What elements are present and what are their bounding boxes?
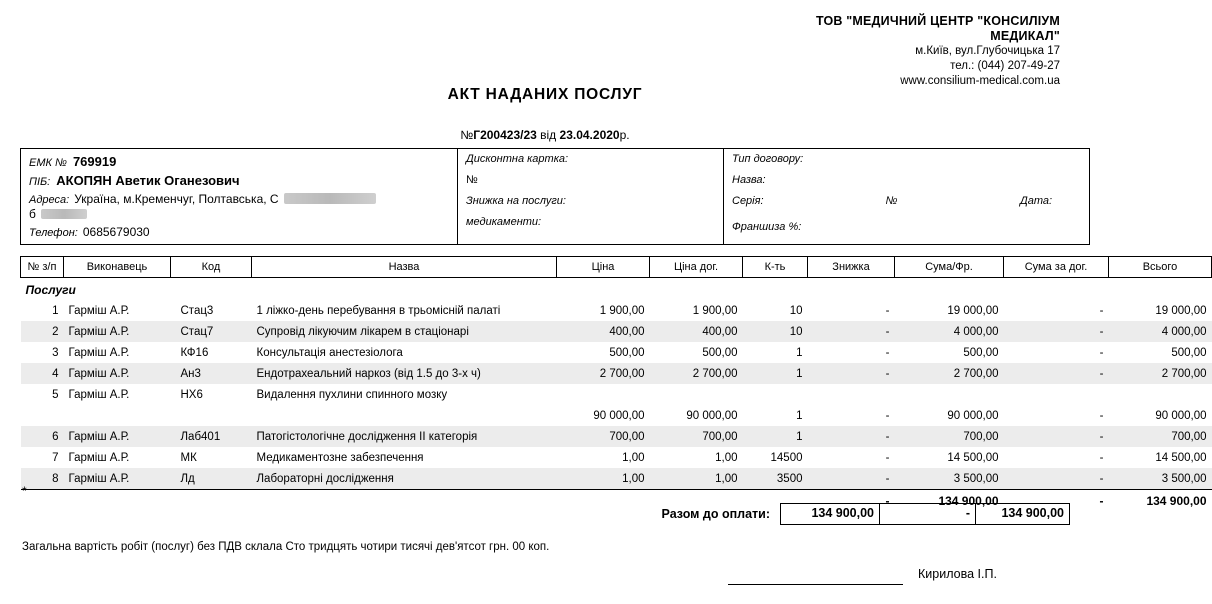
redaction-block [284, 193, 376, 204]
cell-executor: Гарміш А.Р. [68, 304, 130, 317]
col-sum-fr: Сума/Фр. [895, 257, 1004, 278]
cell-sum-fr: 700,00 [895, 426, 1004, 447]
patient-phone-row [29, 225, 449, 239]
table-header-row [21, 257, 1212, 278]
company-address: м.Київ, вул.Глубочицька 17 [915, 45, 1060, 57]
cell-discount: - [808, 363, 895, 384]
table-row [21, 300, 1212, 321]
cell-sum-dog: - [1004, 321, 1109, 342]
cell-price-dog: 1,00 [715, 451, 738, 464]
cell-discount: - [885, 346, 890, 359]
company-phone: тел.: (044) 207-49-27 [950, 60, 1060, 72]
cell-name: Ендотрахеальний наркоз (від 1.5 до 3-х ч) [252, 363, 557, 384]
cell-num: 7 [52, 451, 59, 464]
cell-name: 1 ліжко-день перебування в трьомісній палаті [256, 304, 501, 317]
contract-date-label: Дата: [1019, 195, 1053, 207]
col-executor: Виконавець [64, 257, 171, 278]
discount-number-value [478, 174, 715, 191]
discount-services-value [566, 195, 715, 212]
cell-sum-dog: - [1004, 426, 1109, 447]
cell-price: 500,00 [609, 346, 645, 359]
cell-total: 90 000,00 [1155, 409, 1207, 422]
cell-executor: Гарміш А.Р. [64, 363, 171, 384]
contract-franchise-value [801, 221, 1081, 238]
cell-name: Видалення пухлини спинного мозку [256, 388, 448, 401]
group-row-services [21, 278, 1212, 301]
cell-price: 1 900,00 [599, 304, 645, 317]
discount-meds-label: медикаменти: [466, 216, 542, 228]
total-in-words: Загальна вартість робіт (послуг) без ПДВ склала Сто тридцять чотири тисячі дев'ятсот грн. 00 коп. [22, 541, 550, 553]
cell-sum-dog: - [1099, 409, 1104, 422]
cell-sum-fr [895, 384, 1004, 405]
cell-executor [64, 405, 171, 426]
payment-row [20, 503, 1070, 525]
cell-sum-fr: 500,00 [963, 346, 999, 359]
cell-code [171, 405, 252, 426]
discount-services-row [458, 191, 723, 212]
cell-num: 3 [52, 346, 59, 359]
cell-sum-dog: - [1099, 451, 1104, 464]
cell-total: 4 000,00 [1109, 321, 1212, 342]
discount-services-label: Знижка на послуги: [466, 195, 566, 207]
cell-code: Лаб401 [171, 426, 252, 447]
cell-total [1109, 384, 1212, 405]
cell-executor: Гарміш А.Р. [64, 426, 171, 447]
discount-meds-value [541, 216, 715, 233]
contract-type-row [724, 149, 1089, 170]
cell-discount: - [808, 321, 895, 342]
cell-discount: - [808, 468, 895, 490]
cell-qty: 10 [789, 304, 803, 317]
totals-sum-fr: 134 900,00 [895, 490, 1004, 512]
cell-num: 5 [52, 388, 59, 401]
cell-price-dog: 500,00 [702, 346, 738, 359]
patient-name: АКОПЯН Аветик Оганезович [56, 173, 240, 188]
company-header [560, 14, 1060, 89]
cell-code: Стац7 [171, 321, 252, 342]
contract-series-label: Серія: [732, 195, 764, 207]
company-name-line2: МЕДИКАЛ" [990, 29, 1060, 43]
cell-code: КФ16 [180, 346, 209, 359]
table-row [21, 321, 1212, 342]
discount-card-label: Дисконтна картка: [466, 153, 569, 165]
patient-name-row [29, 173, 449, 188]
cell-price: 90 000,00 [593, 409, 645, 422]
cell-num: 4 [21, 363, 64, 384]
patient-address-line2: б [29, 207, 36, 221]
cell-qty: 1 [796, 409, 803, 422]
cell-sum-fr: 19 000,00 [947, 304, 999, 317]
patient-address-row [29, 192, 449, 206]
discount-card-row [458, 149, 723, 170]
cell-code: МК [180, 451, 197, 464]
cell-price: 1,00 [557, 468, 650, 490]
services-table [20, 256, 1212, 511]
cell-qty: 1 [743, 363, 808, 384]
col-total: Всього [1109, 257, 1212, 278]
company-name-line1: ТОВ "МЕДИЧНИЙ ЦЕНТР "КОНСИЛІУМ [815, 14, 1060, 28]
cell-price-dog: 90 000,00 [686, 409, 738, 422]
page-title: АКТ НАДАНИХ ПОСЛУГ [447, 86, 643, 103]
cell-discount [808, 384, 895, 405]
discount-number-row [458, 170, 723, 191]
cell-price: 700,00 [557, 426, 650, 447]
signature-line [728, 584, 903, 585]
cell-price [557, 384, 650, 405]
cell-discount: - [885, 409, 890, 422]
cell-total: 500,00 [1171, 346, 1207, 359]
cell-total: 19 000,00 [1155, 304, 1207, 317]
patient-block [21, 149, 458, 245]
contract-type-label: Тип договору: [732, 153, 804, 165]
contract-name-value [766, 174, 1081, 191]
date-prefix: від [540, 128, 557, 142]
cell-qty: 14500 [770, 451, 803, 464]
cell-discount: - [885, 304, 890, 317]
cell-qty [743, 384, 808, 405]
document-number: Г200423/23 [473, 128, 537, 142]
patient-address-row2 [29, 207, 449, 221]
totals-discount: - [808, 490, 895, 512]
cell-total: 700,00 [1109, 426, 1212, 447]
patient-card-number: 769919 [72, 154, 117, 169]
contract-number-label: № [885, 195, 898, 207]
cell-name: Медикаментозне забезпечення [256, 451, 424, 464]
table-row [21, 363, 1212, 384]
patient-phone-label: Телефон: [29, 227, 78, 239]
cell-qty: 3500 [743, 468, 808, 490]
cell-total: 3 500,00 [1109, 468, 1212, 490]
patient-address: Україна, м.Кременчуг, Полтавська, С [74, 192, 279, 206]
cell-code: НХ6 [180, 388, 203, 401]
table-row [21, 426, 1212, 447]
group-label: Послуги [25, 282, 76, 297]
cell-num: 6 [21, 426, 64, 447]
cell-sum-fr: 14 500,00 [947, 451, 999, 464]
document-number-line [0, 128, 1090, 142]
cell-executor: Гарміш А.Р. [68, 451, 130, 464]
col-price-dog: Ціна дог. [650, 257, 743, 278]
payment-sum-fr: 134 900,00 [780, 503, 880, 525]
totals-sum-dog: - [1004, 490, 1109, 512]
cell-price-dog: 700,00 [650, 426, 743, 447]
company-website: www.consilium-medical.com.ua [900, 75, 1060, 87]
discount-meds-row [458, 212, 723, 233]
col-price: Ціна [557, 257, 650, 278]
table-row [21, 405, 1212, 426]
cell-sum-dog: - [1004, 468, 1109, 490]
contract-name-label: Назва: [732, 174, 766, 186]
cell-num [21, 405, 64, 426]
col-num: № з/п [21, 257, 64, 278]
cell-total: 14 500,00 [1155, 451, 1207, 464]
col-name: Назва [252, 257, 557, 278]
signer-name: Кирилова І.П. [918, 567, 997, 581]
cell-discount: - [808, 426, 895, 447]
cell-code: Стац3 [180, 304, 214, 317]
cell-qty: 10 [743, 321, 808, 342]
table-row [21, 468, 1212, 490]
cell-price-dog: 400,00 [650, 321, 743, 342]
patient-name-label: ПІБ: [29, 176, 51, 188]
contract-block [724, 149, 1090, 245]
table-row [21, 384, 1212, 405]
contract-franchise-label: Франшиза %: [732, 221, 802, 233]
table-row [21, 447, 1212, 468]
cell-executor: Гарміш А.Р. [64, 468, 171, 490]
col-qty: К-ть [743, 257, 808, 278]
cell-sum-dog: - [1004, 363, 1109, 384]
cell-code: Ан3 [171, 363, 252, 384]
cell-sum-fr: 3 500,00 [895, 468, 1004, 490]
patient-address-label: Адреса: [29, 194, 70, 206]
contract-type-value [803, 153, 1081, 170]
date-suffix: р. [619, 128, 630, 142]
discount-number-label: № [466, 174, 478, 186]
col-discount: Знижка [808, 257, 895, 278]
discount-card-value [568, 153, 715, 170]
cell-price: 2 700,00 [557, 363, 650, 384]
patient-info-table [20, 148, 1090, 245]
cell-num: 1 [52, 304, 59, 317]
cell-price-dog: 1 900,00 [692, 304, 738, 317]
cell-executor: Гарміш А.Р. [68, 388, 130, 401]
cell-code: Лд [171, 468, 252, 490]
cell-name: Консультація анестезіолога [256, 346, 403, 359]
totals-total: 134 900,00 [1109, 490, 1212, 512]
cell-price-dog: 1,00 [650, 468, 743, 490]
cell-num: 8 [21, 468, 64, 490]
cell-sum-fr: 90 000,00 [947, 409, 999, 422]
cell-num: 2 [21, 321, 64, 342]
cell-price: 1,00 [622, 451, 645, 464]
payment-sum-dog: - [880, 503, 976, 525]
cell-sum-fr: 2 700,00 [895, 363, 1004, 384]
cell-qty: 1 [796, 346, 803, 359]
cell-name [252, 405, 557, 426]
cell-total: 2 700,00 [1109, 363, 1212, 384]
table-row [21, 342, 1212, 363]
patient-phone: 0685679030 [82, 225, 150, 239]
cell-price-dog: 2 700,00 [650, 363, 743, 384]
cell-sum-dog [1004, 384, 1109, 405]
patient-card-label: ЕМК № [29, 157, 67, 169]
cell-executor: Гарміш А.Р. [64, 321, 171, 342]
footnote-star: * [22, 484, 27, 498]
payment-total: 134 900,00 [976, 503, 1070, 525]
col-sum-dog: Сума за дог. [1004, 257, 1109, 278]
cell-discount: - [885, 451, 890, 464]
redaction-block-2 [41, 209, 87, 219]
cell-executor: Гарміш А.Р. [68, 346, 130, 359]
cell-name: Лабораторні дослідження [252, 468, 557, 490]
cell-name: Патогістологічне дослідження ІІ категорія [252, 426, 557, 447]
cell-sum-fr: 4 000,00 [895, 321, 1004, 342]
cell-name: Супровід лікуючим лікарем в стаціонарі [252, 321, 557, 342]
cell-price: 400,00 [557, 321, 650, 342]
contract-series-row [724, 191, 1089, 207]
contract-name-row [724, 170, 1089, 191]
cell-sum-dog: - [1099, 346, 1104, 359]
cell-qty: 1 [743, 426, 808, 447]
number-prefix: № [460, 128, 474, 142]
patient-card-row [29, 154, 449, 169]
cell-sum-dog: - [1099, 304, 1104, 317]
contract-franchise-row [724, 217, 1089, 238]
payment-label: Разом до оплати: [661, 507, 770, 521]
document-date: 23.04.2020 [559, 128, 620, 142]
discount-block [458, 149, 724, 245]
col-code: Код [171, 257, 252, 278]
cell-price-dog [650, 384, 743, 405]
